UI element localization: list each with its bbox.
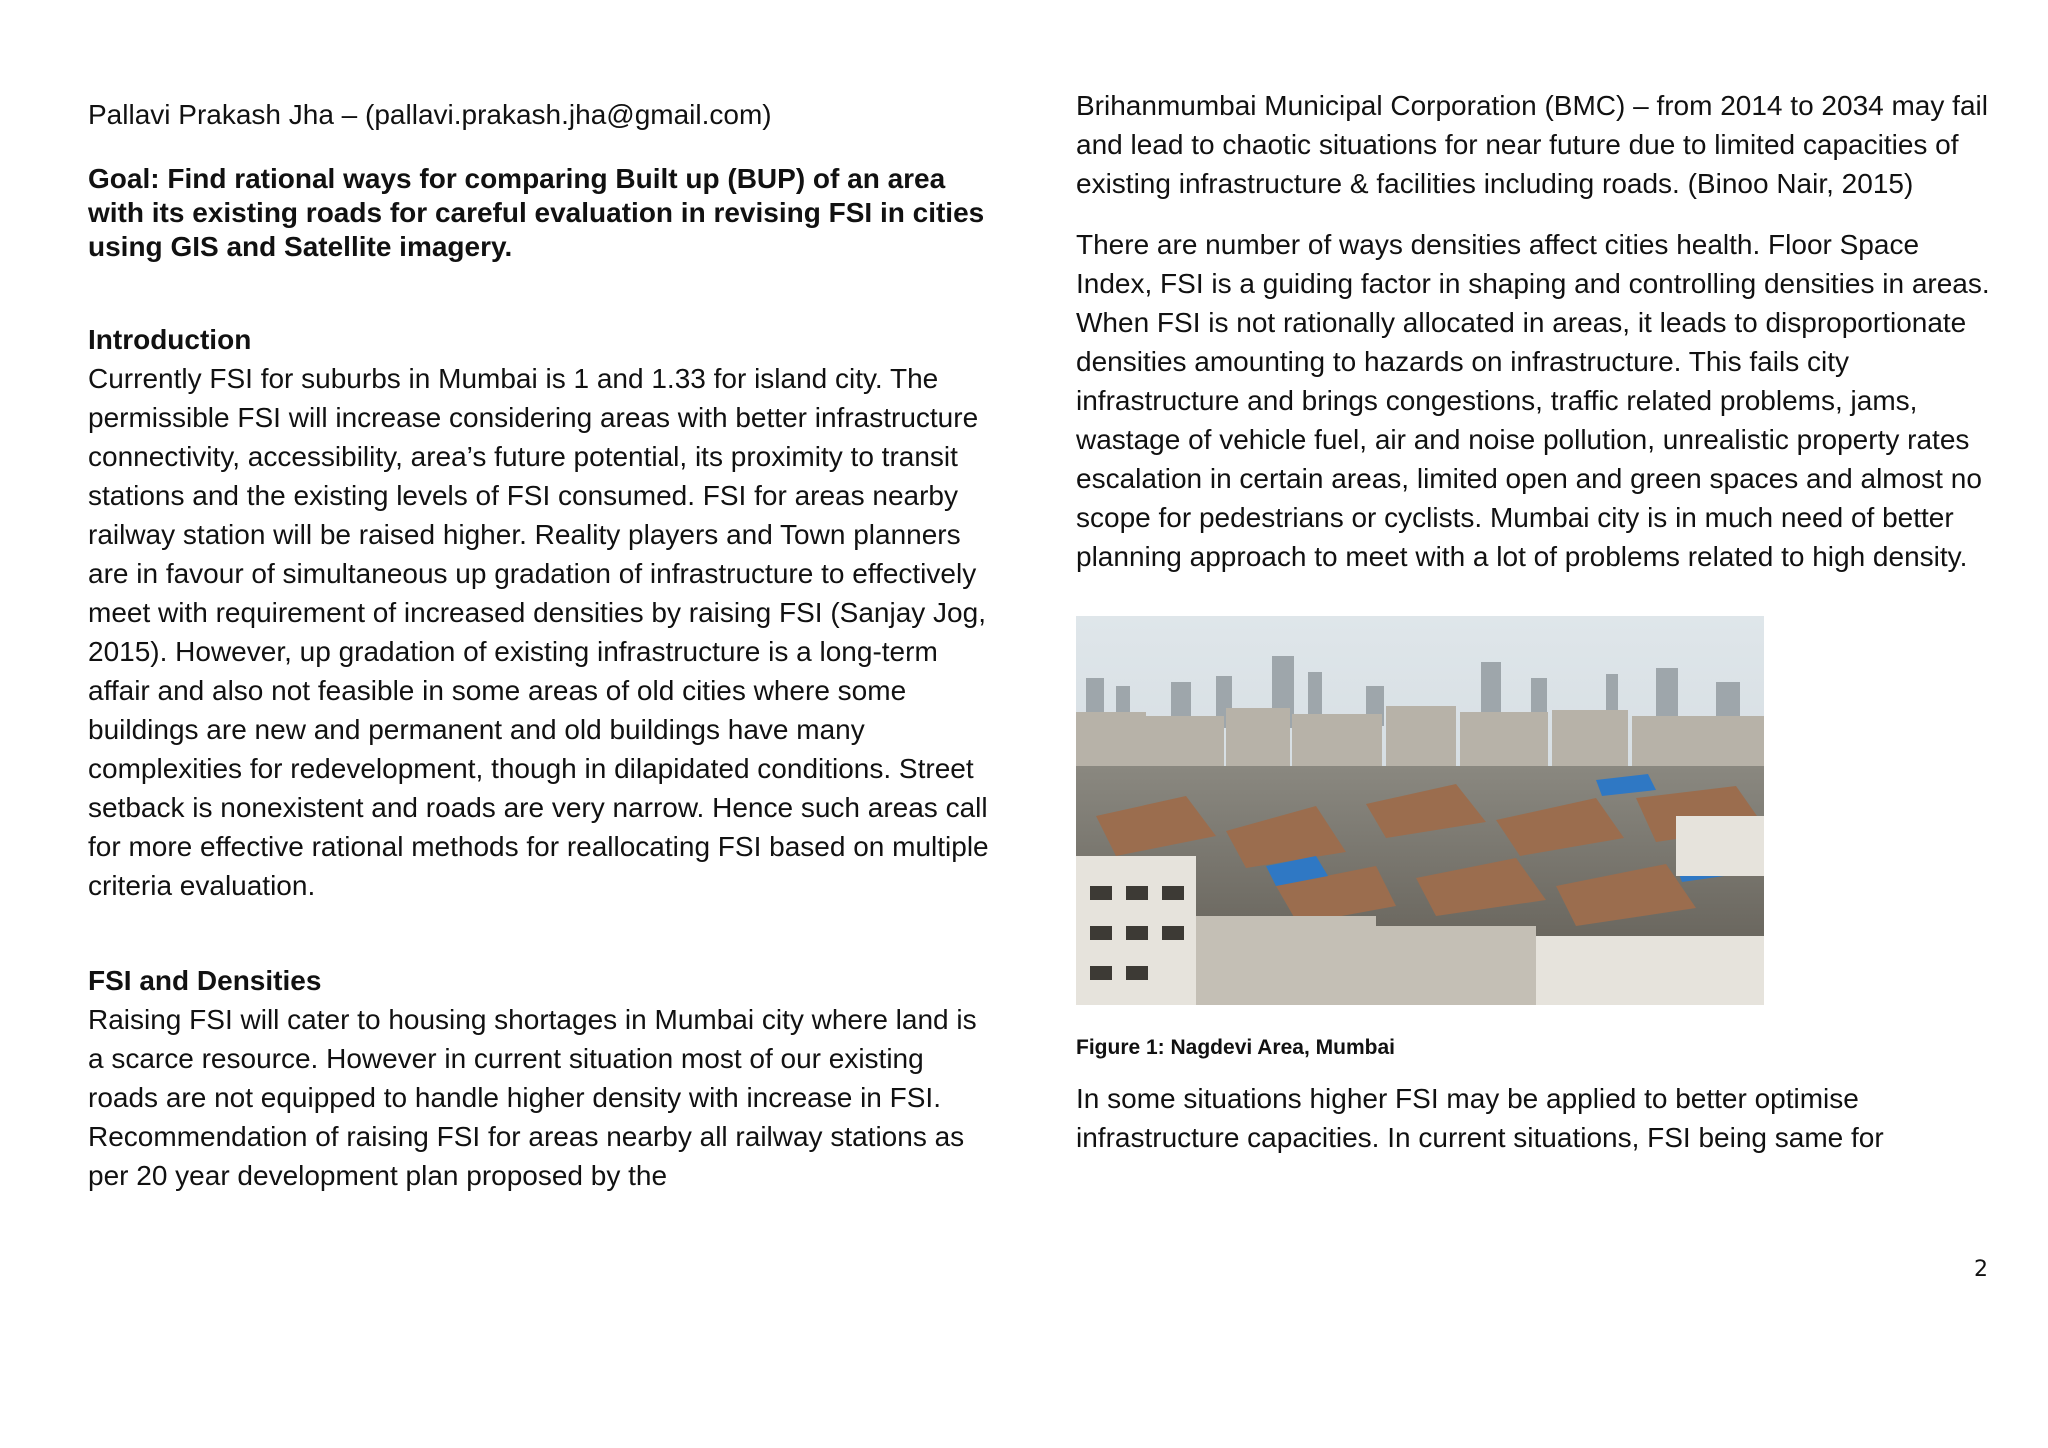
figure-caption: Figure 1: Nagdevi Area, Mumbai (1076, 1036, 1395, 1059)
city-skyline-illustration (1076, 616, 1764, 1005)
city-photo (1076, 616, 1764, 1005)
section-heading: FSI and Densities (88, 965, 322, 996)
paragraph-densities: There are number of ways densities affect cities health. Floor Space Index, FSI is a guiding factor in shaping and controlling densities in areas. When FSI is not rationally allocated in areas, it leads to disproportionate densities amounting to hazards on infrastructure. This fails city infrastructure and brings congestions, traffic related problems, jams, wastage of vehicle fuel, air and noise pollution, unrealistic property rates escalation in certain areas, limited open and green spaces and almost no scope for pedestrians or cyclists. Mumbai city is in much need of better planning approach to meet with a lot of problems related to high density. (1076, 229, 1990, 572)
page-number: 2 (1974, 1257, 1988, 1282)
paragraph-bmc: Brihanmumbai Municipal Corporation (BMC) – from 2014 to 2034 may fail and lead to chaotic situations for near future due to limited capacities of existing infrastructure & facilities including roads. (Binoo Nair, 2015) (1076, 90, 1988, 199)
section-fsi-densities (88, 961, 993, 1195)
section-body: Raising FSI will cater to housing shortages in Mumbai city where land is a scarce resource. However in current situation most of our existing roads are not equipped to handle higher density with increase in FSI. Recommendation of raising FSI for areas nearby all railway stations as per 20 year development plan proposed by the (88, 1004, 977, 1191)
left-column (88, 0, 993, 1251)
author-line: Pallavi Prakash Jha – (pallavi.prakash.jha@gmail.com) (88, 99, 772, 130)
section-body: Currently FSI for suburbs in Mumbai is 1 and 1.33 for island city. The permissible FSI will increase considering areas with better infrastructure connectivity, accessibility, area’s future potential, its proximity to transit stations and the existing levels of FSI consumed. FSI for areas nearby railway station will be raised higher. Reality players and Town planners are in favour of simultaneous up gradation of infrastructure to effectively meet with requirement of increased densities by raising FSI (Sanjay Jog, 2015). However, up gradation of existing infrastructure is a long-term affair and also not feasible in some areas of old cities where some buildings are new and permanent and old buildings have many complexities for redevelopment, though in dilapidated conditions. Street setback is nonexistent and roads are very narrow. Hence such areas call for more effective rational methods for reallocating FSI based on multiple criteria evaluation. (88, 363, 989, 901)
right-column (1076, 0, 1996, 1157)
paragraph-closing: In some situations higher FSI may be applied to better optimise infrastructure capacities. In current situations, FSI being same for (1076, 1083, 1884, 1153)
goal-statement: Goal: Find rational ways for comparing Built up (BUP) of an area with its existing roads for careful evaluation in revising FSI in cities using GIS and Satellite imagery. (88, 163, 985, 262)
section-introduction (88, 320, 993, 905)
section-heading: Introduction (88, 324, 252, 355)
